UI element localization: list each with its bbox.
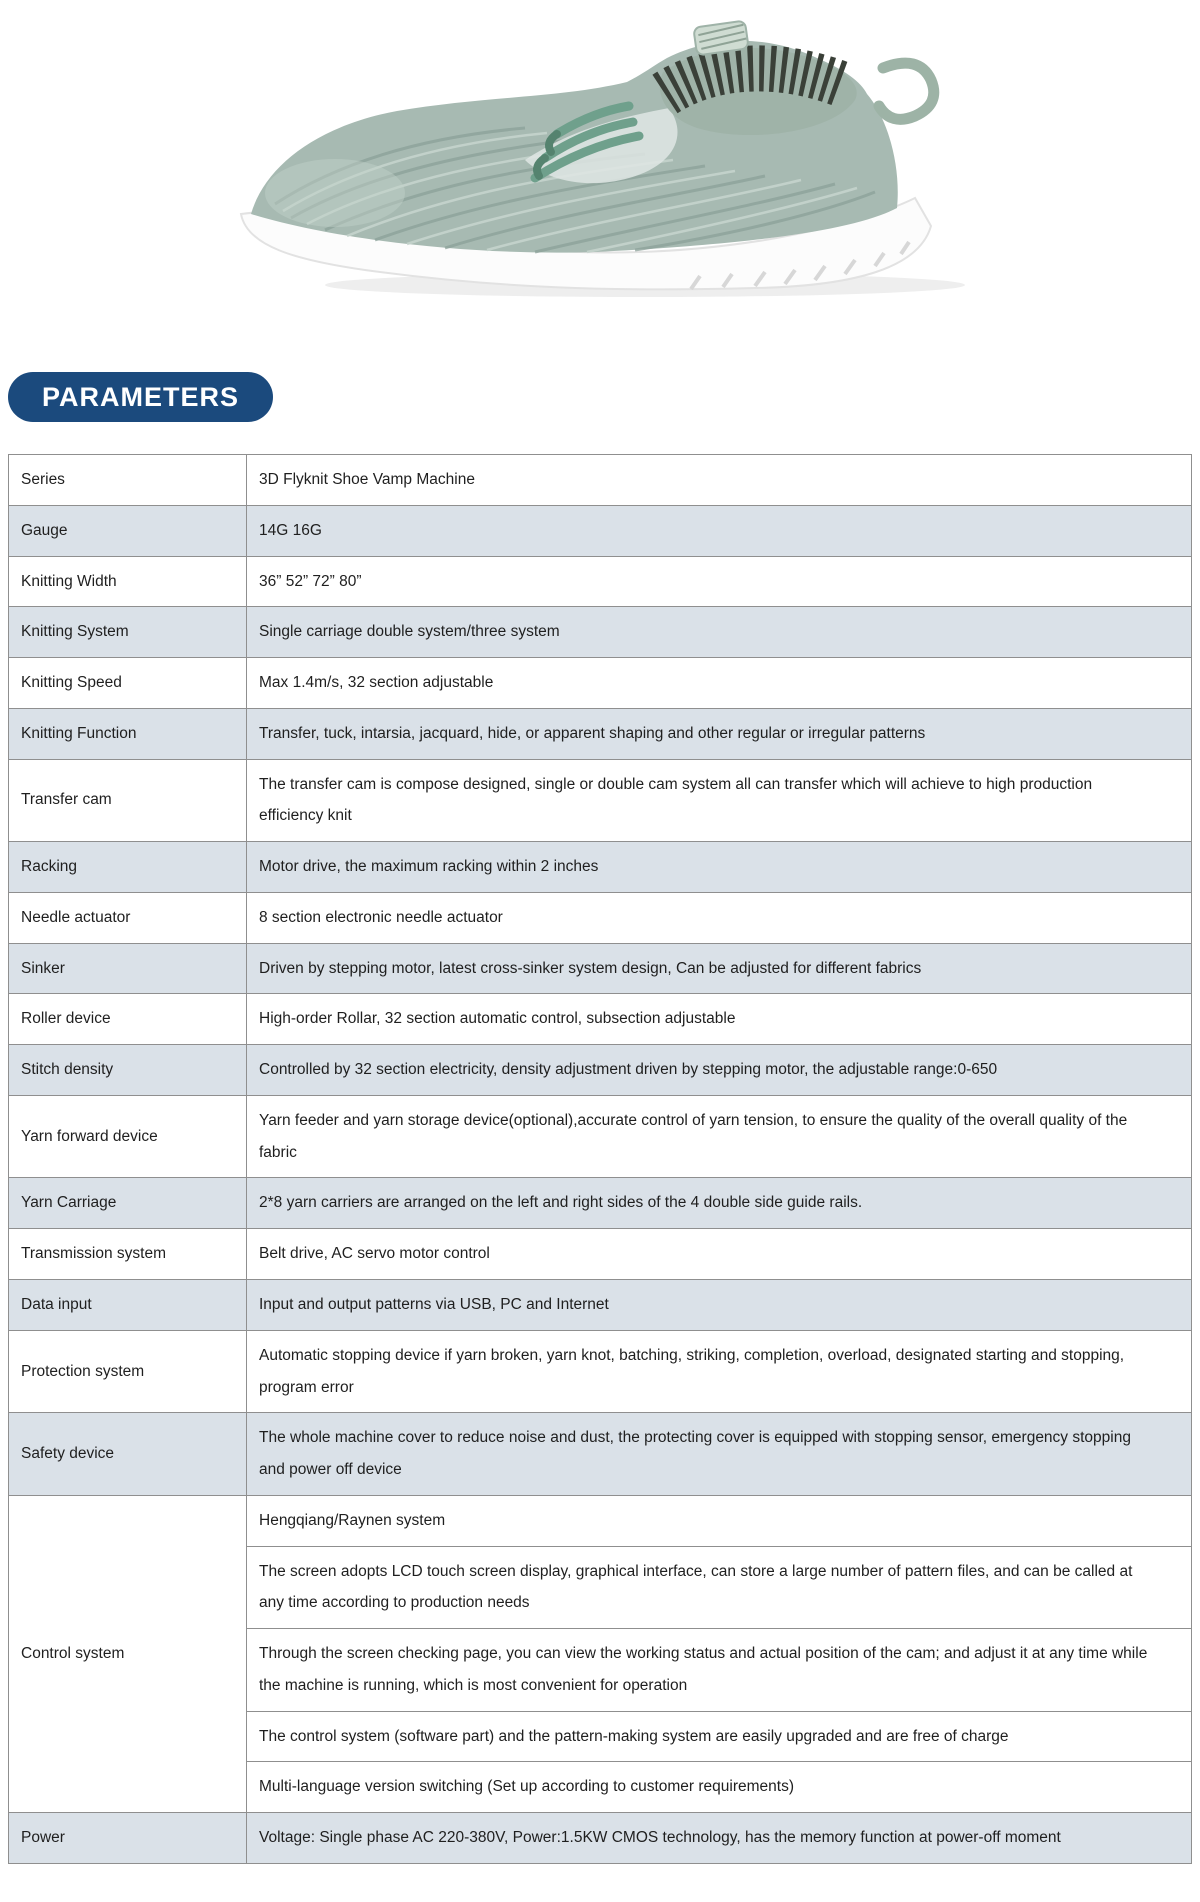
knit-sneaker-photo xyxy=(195,8,985,308)
row-value-cell: Multi-language version switching (Set up according to customer requirements) xyxy=(247,1762,1192,1813)
parameters-table-body xyxy=(9,455,1192,1864)
row-label-cell: Yarn forward device xyxy=(9,1095,247,1178)
row-label-cell: Power xyxy=(9,1813,247,1864)
table-row xyxy=(9,1280,1192,1331)
table-row xyxy=(9,1229,1192,1280)
row-label-cell: Transfer cam xyxy=(9,759,247,842)
row-value-cell: 8 section electronic needle actuator xyxy=(247,892,1192,943)
table-row xyxy=(9,1413,1192,1496)
row-label-cell: Series xyxy=(9,455,247,506)
row-label-cell: Data input xyxy=(9,1280,247,1331)
row-value-cell: Automatic stopping device if yarn broken, yarn knot, batching, striking, completion, overload, designated starting and stopping, program error xyxy=(247,1330,1192,1413)
parameters-badge-label: PARAMETERS xyxy=(42,382,240,412)
row-label-cell: Knitting Speed xyxy=(9,658,247,709)
row-label-cell: Knitting Function xyxy=(9,708,247,759)
row-value-cell: Driven by stepping motor, latest cross-sinker system design, Can be adjusted for different fabrics xyxy=(247,943,1192,994)
row-label-cell: Protection system xyxy=(9,1330,247,1413)
table-row xyxy=(9,759,1192,842)
row-value-cell: High-order Rollar, 32 section automatic control, subsection adjustable xyxy=(247,994,1192,1045)
table-row xyxy=(9,1045,1192,1096)
row-value-cell: The screen adopts LCD touch screen display, graphical interface, can store a large number of pattern files, and can be called at any time according to production needs xyxy=(247,1546,1192,1629)
row-value-cell: Belt drive, AC servo motor control xyxy=(247,1229,1192,1280)
row-label-cell: Yarn Carriage xyxy=(9,1178,247,1229)
table-row xyxy=(9,1095,1192,1178)
parameters-table xyxy=(8,454,1192,1864)
row-label-cell: Safety device xyxy=(9,1413,247,1496)
row-label-cell: Roller device xyxy=(9,994,247,1045)
table-row xyxy=(9,1178,1192,1229)
row-label-cell: Racking xyxy=(9,842,247,893)
row-label-cell: Knitting Width xyxy=(9,556,247,607)
collar-top-tab xyxy=(693,21,748,56)
row-value-cell: Controlled by 32 section electricity, density adjustment driven by stepping motor, the adjustable range:0-650 xyxy=(247,1045,1192,1096)
heel-pull-loop xyxy=(879,63,934,119)
table-row xyxy=(9,1813,1192,1864)
table-row xyxy=(9,892,1192,943)
row-value-cell: Hengqiang/Raynen system xyxy=(247,1495,1192,1546)
parameters-badge xyxy=(8,372,273,422)
table-row xyxy=(9,556,1192,607)
row-value-cell: Max 1.4m/s, 32 section adjustable xyxy=(247,658,1192,709)
table-row xyxy=(9,1330,1192,1413)
row-label-cell: Transmission system xyxy=(9,1229,247,1280)
table-row xyxy=(9,607,1192,658)
row-label-cell: Control system xyxy=(9,1495,247,1812)
row-label-cell: Gauge xyxy=(9,505,247,556)
table-row xyxy=(9,658,1192,709)
row-value-cell: Through the screen checking page, you can view the working status and actual position of the cam; and adjust it at any time while the machine is running, which is most convenient for operation xyxy=(247,1629,1192,1712)
row-label-cell: Sinker xyxy=(9,943,247,994)
toe-highlight xyxy=(265,159,405,227)
row-value-cell: 2*8 yarn carriers are arranged on the left and right sides of the 4 double side guide rails. xyxy=(247,1178,1192,1229)
row-value-cell: The control system (software part) and the pattern-making system are easily upgraded and are free of charge xyxy=(247,1711,1192,1762)
row-label-cell: Needle actuator xyxy=(9,892,247,943)
row-value-cell: 3D Flyknit Shoe Vamp Machine xyxy=(247,455,1192,506)
row-value-cell: Yarn feeder and yarn storage device(optional),accurate control of yarn tension, to ensure the quality of the overall quality of the fabric xyxy=(247,1095,1192,1178)
table-row xyxy=(9,505,1192,556)
row-label-cell: Stitch density xyxy=(9,1045,247,1096)
row-value-cell: Transfer, tuck, intarsia, jacquard, hide, or apparent shaping and other regular or irregular patterns xyxy=(247,708,1192,759)
product-photo-area xyxy=(0,0,1200,310)
row-value-cell: Motor drive, the maximum racking within 2 inches xyxy=(247,842,1192,893)
table-row xyxy=(9,842,1192,893)
row-value-cell: The whole machine cover to reduce noise and dust, the protecting cover is equipped with stopping sensor, emergency stopping and power off device xyxy=(247,1413,1192,1496)
row-value-cell: 36” 52” 72” 80” xyxy=(247,556,1192,607)
row-value-cell: Voltage: Single phase AC 220-380V, Power:1.5KW CMOS technology, has the memory function at power-off moment xyxy=(247,1813,1192,1864)
row-value-cell: Input and output patterns via USB, PC and Internet xyxy=(247,1280,1192,1331)
row-value-cell: Single carriage double system/three system xyxy=(247,607,1192,658)
table-row xyxy=(9,943,1192,994)
row-value-cell: The transfer cam is compose designed, single or double cam system all can transfer which will achieve to high production efficiency knit xyxy=(247,759,1192,842)
table-row xyxy=(9,455,1192,506)
table-row xyxy=(9,994,1192,1045)
row-label-cell: Knitting System xyxy=(9,607,247,658)
table-row xyxy=(9,1495,1192,1546)
table-row xyxy=(9,708,1192,759)
row-value-cell: 14G 16G xyxy=(247,505,1192,556)
